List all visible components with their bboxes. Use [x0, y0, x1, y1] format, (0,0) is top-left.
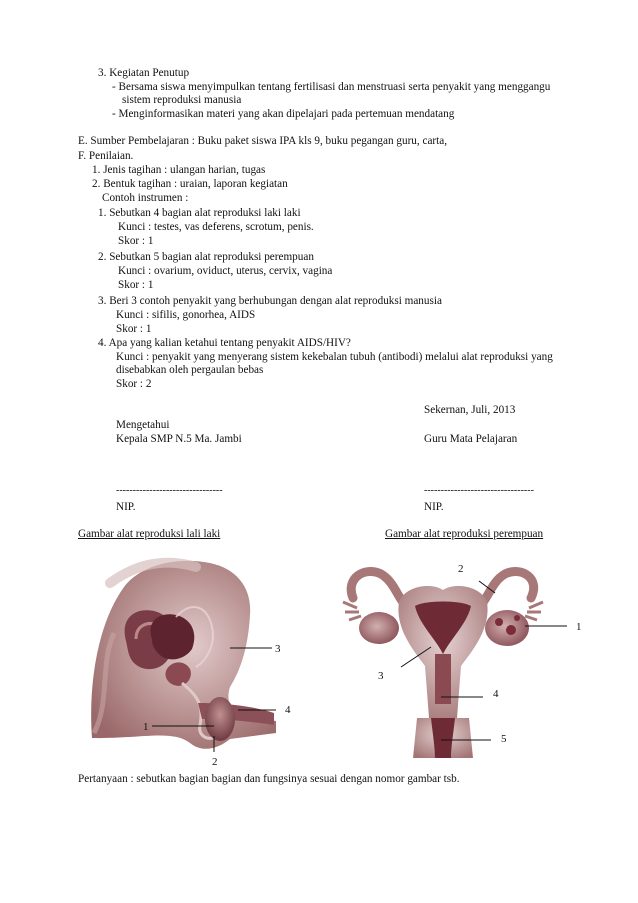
- closing-item-1: - Bersama siswa menyimpulkan tentang fertilisasi dan menstruasi serta penyakit yang menggangu: [112, 81, 551, 93]
- nip-left: NIP.: [116, 501, 136, 513]
- signature-line-left: --------------------------------: [116, 485, 223, 496]
- male-figure-title: Gambar alat reproduksi lali laki: [78, 528, 221, 540]
- question-3-key: Kunci : sifilis, gonorhea, AIDS: [116, 309, 256, 321]
- question-4-key-cont: disebabkan oleh pergaulan bebas: [116, 364, 264, 376]
- principal-title: Kepala SMP N.5 Ma. Jambi: [116, 433, 242, 445]
- male-label-4: 4: [285, 704, 291, 716]
- closing-item-1-cont: sistem reproduksi manusia: [122, 94, 242, 106]
- figure-question: Pertanyaan : sebutkan bagian bagian dan fungsinya sesuai dengan nomor gambar tsb.: [78, 773, 460, 785]
- question-3: 3. Beri 3 contoh penyakit yang berhubungan dengan alat reproduksi manusia: [98, 295, 442, 307]
- left-ovary: [359, 612, 399, 644]
- assessment-title: F. Penilaian.: [78, 150, 134, 162]
- question-1-score: Skor : 1: [118, 235, 154, 247]
- closing-title: 3. Kegiatan Penutup: [98, 67, 190, 79]
- female-figure-title: Gambar alat reproduksi perempuan: [385, 528, 544, 540]
- female-label-lines: [395, 575, 570, 745]
- assessment-form: 2. Bentuk tagihan : uraian, laporan kegiatan: [92, 178, 288, 190]
- question-2-key: Kunci : ovarium, oviduct, uterus, cervix, vagina: [118, 265, 333, 277]
- female-label-1: 1: [576, 621, 582, 633]
- assessment-kind: 1. Jenis tagihan : ulangan harian, tugas: [92, 164, 266, 176]
- closing-item-2: - Menginformasikan materi yang akan dipelajari pada pertemuan mendatang: [112, 108, 455, 120]
- female-label-3: 3: [378, 670, 384, 682]
- male-label-2: 2: [212, 756, 218, 768]
- question-4: 4. Apa yang kalian ketahui tentang penyakit AIDS/HIV?: [98, 337, 351, 349]
- female-label-4: 4: [493, 688, 499, 700]
- question-1: 1. Sebutkan 4 bagian alat reproduksi laki laki: [98, 207, 301, 219]
- place-date: Sekernan, Juli, 2013: [424, 404, 516, 416]
- question-3-score: Skor : 1: [116, 323, 152, 335]
- question-2: 2. Sebutkan 5 bagian alat reproduksi perempuan: [98, 251, 314, 263]
- question-2-score: Skor : 1: [118, 279, 154, 291]
- nip-right: NIP.: [424, 501, 444, 513]
- teacher-title: Guru Mata Pelajaran: [424, 433, 518, 445]
- instrument-example-title: Contoh instrumen :: [102, 192, 189, 204]
- question-4-score: Skor : 2: [116, 378, 152, 390]
- male-label-lines: [140, 640, 300, 760]
- female-label-2: 2: [458, 563, 464, 575]
- question-4-key: Kunci : penyakit yang menyerang sistem kekebalan tubuh (antibodi) melalui alat reproduksi yang: [116, 351, 553, 363]
- female-label-5: 5: [501, 733, 507, 745]
- male-label-3: 3: [275, 643, 281, 655]
- signature-line-right: ---------------------------------: [424, 485, 534, 496]
- acknowledged-label: Mengetahui: [116, 419, 170, 431]
- learning-sources: E. Sumber Pembelajaran : Buku paket siswa IPA kls 9, buku pegangan guru, carta,: [78, 135, 448, 147]
- male-label-1: 1: [143, 721, 149, 733]
- question-1-key: Kunci : testes, vas deferens, scrotum, penis.: [118, 221, 314, 233]
